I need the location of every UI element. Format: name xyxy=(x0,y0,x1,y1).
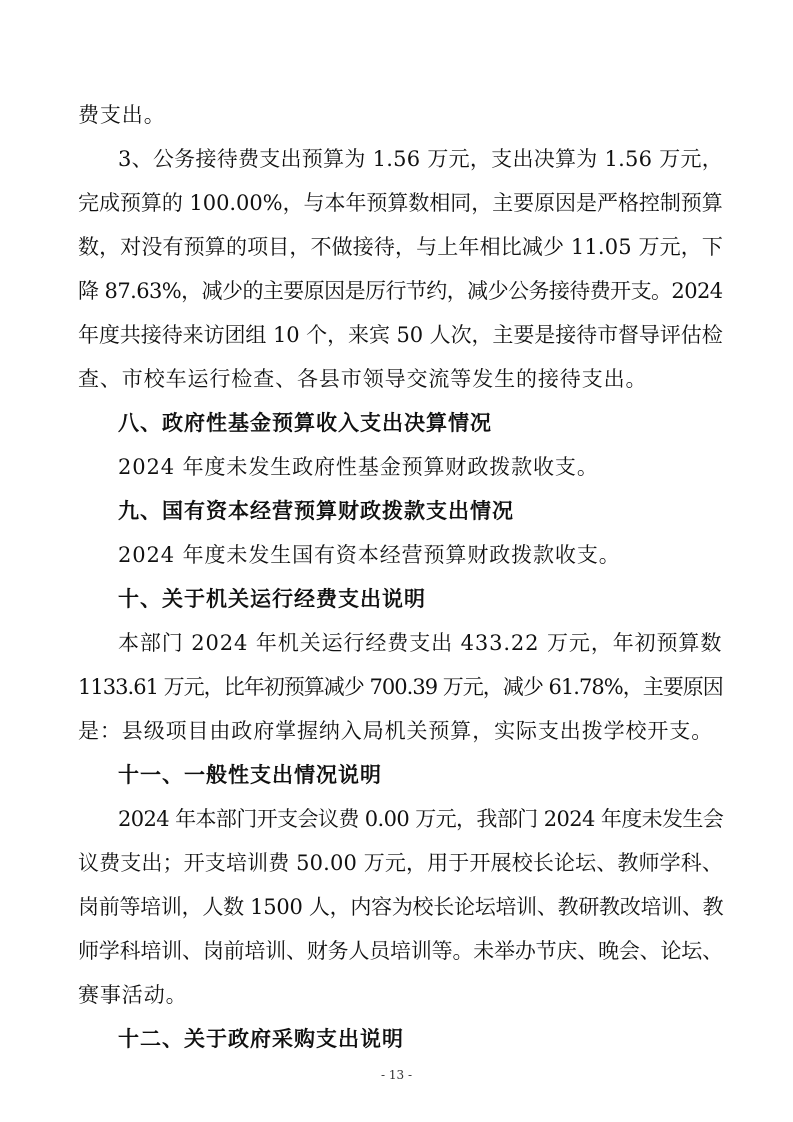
body-line: 赛事活动。 xyxy=(78,983,188,1007)
body-line: 费支出。 xyxy=(78,103,166,127)
body-line: 师学科培训、岗前培训、财务人员培训等。未举办节庆、晚会、论坛、 xyxy=(78,939,723,963)
body-line: 查、市校车运行检查、各县市领导交流等发生的接待支出。 xyxy=(78,367,648,391)
body-line: 1133.61 万元，比年初预算减少 700.39 万元，减少 61.78%，主要原因 xyxy=(78,675,723,699)
body-line: 年度共接待来访团组 10 个，来宾 50 人次，主要是接待市督导评估检 xyxy=(78,323,723,347)
section-heading: 十、关于机关运行经费支出说明 xyxy=(118,587,426,611)
section-heading: 九、国有资本经营预算财政拨款支出情况 xyxy=(118,499,514,523)
body-line: 议费支出；开支培训费 50.00 万元，用于开展校长论坛、教师学科、 xyxy=(78,851,724,875)
body-line: 降 87.63%，减少的主要原因是厉行节约，减少公务接待费开支。2024 xyxy=(78,279,723,303)
body-line: 数，对没有预算的项目，不做接待，与上年相比减少 11.05 万元，下 xyxy=(78,235,724,259)
body-line: 岗前等培训，人数 1500 人，内容为校长论坛培训、教研教改培训、教 xyxy=(78,895,724,919)
body-line: 2024 年本部门开支会议费 0.00 万元，我部门 2024 年度未发生会 xyxy=(118,807,724,831)
body-line: 是：县级项目由政府掌握纳入局机关预算，实际支出拨学校开支。 xyxy=(78,719,714,743)
body-line: 3、公务接待费支出预算为 1.56 万元，支出决算为 1.56 万元， xyxy=(118,147,724,171)
body-line: 2024 年度未发生国有资本经营预算财政拨款收支。 xyxy=(118,543,621,567)
section-heading: 八、政府性基金预算收入支出决算情况 xyxy=(118,411,492,435)
section-heading: 十二、关于政府采购支出说明 xyxy=(118,1027,404,1051)
body-line: 完成预算的 100.00%，与本年预算数相同，主要原因是严格控制预算 xyxy=(78,191,723,215)
body-line: 本部门 2024 年机关运行经费支出 433.22 万元，年初预算数 xyxy=(118,631,723,655)
section-heading: 十一、一般性支出情况说明 xyxy=(118,763,382,787)
body-line: 2024 年度未发生政府性基金预算财政拨款收支。 xyxy=(118,455,599,479)
page-number: - 13 - xyxy=(380,1068,412,1082)
